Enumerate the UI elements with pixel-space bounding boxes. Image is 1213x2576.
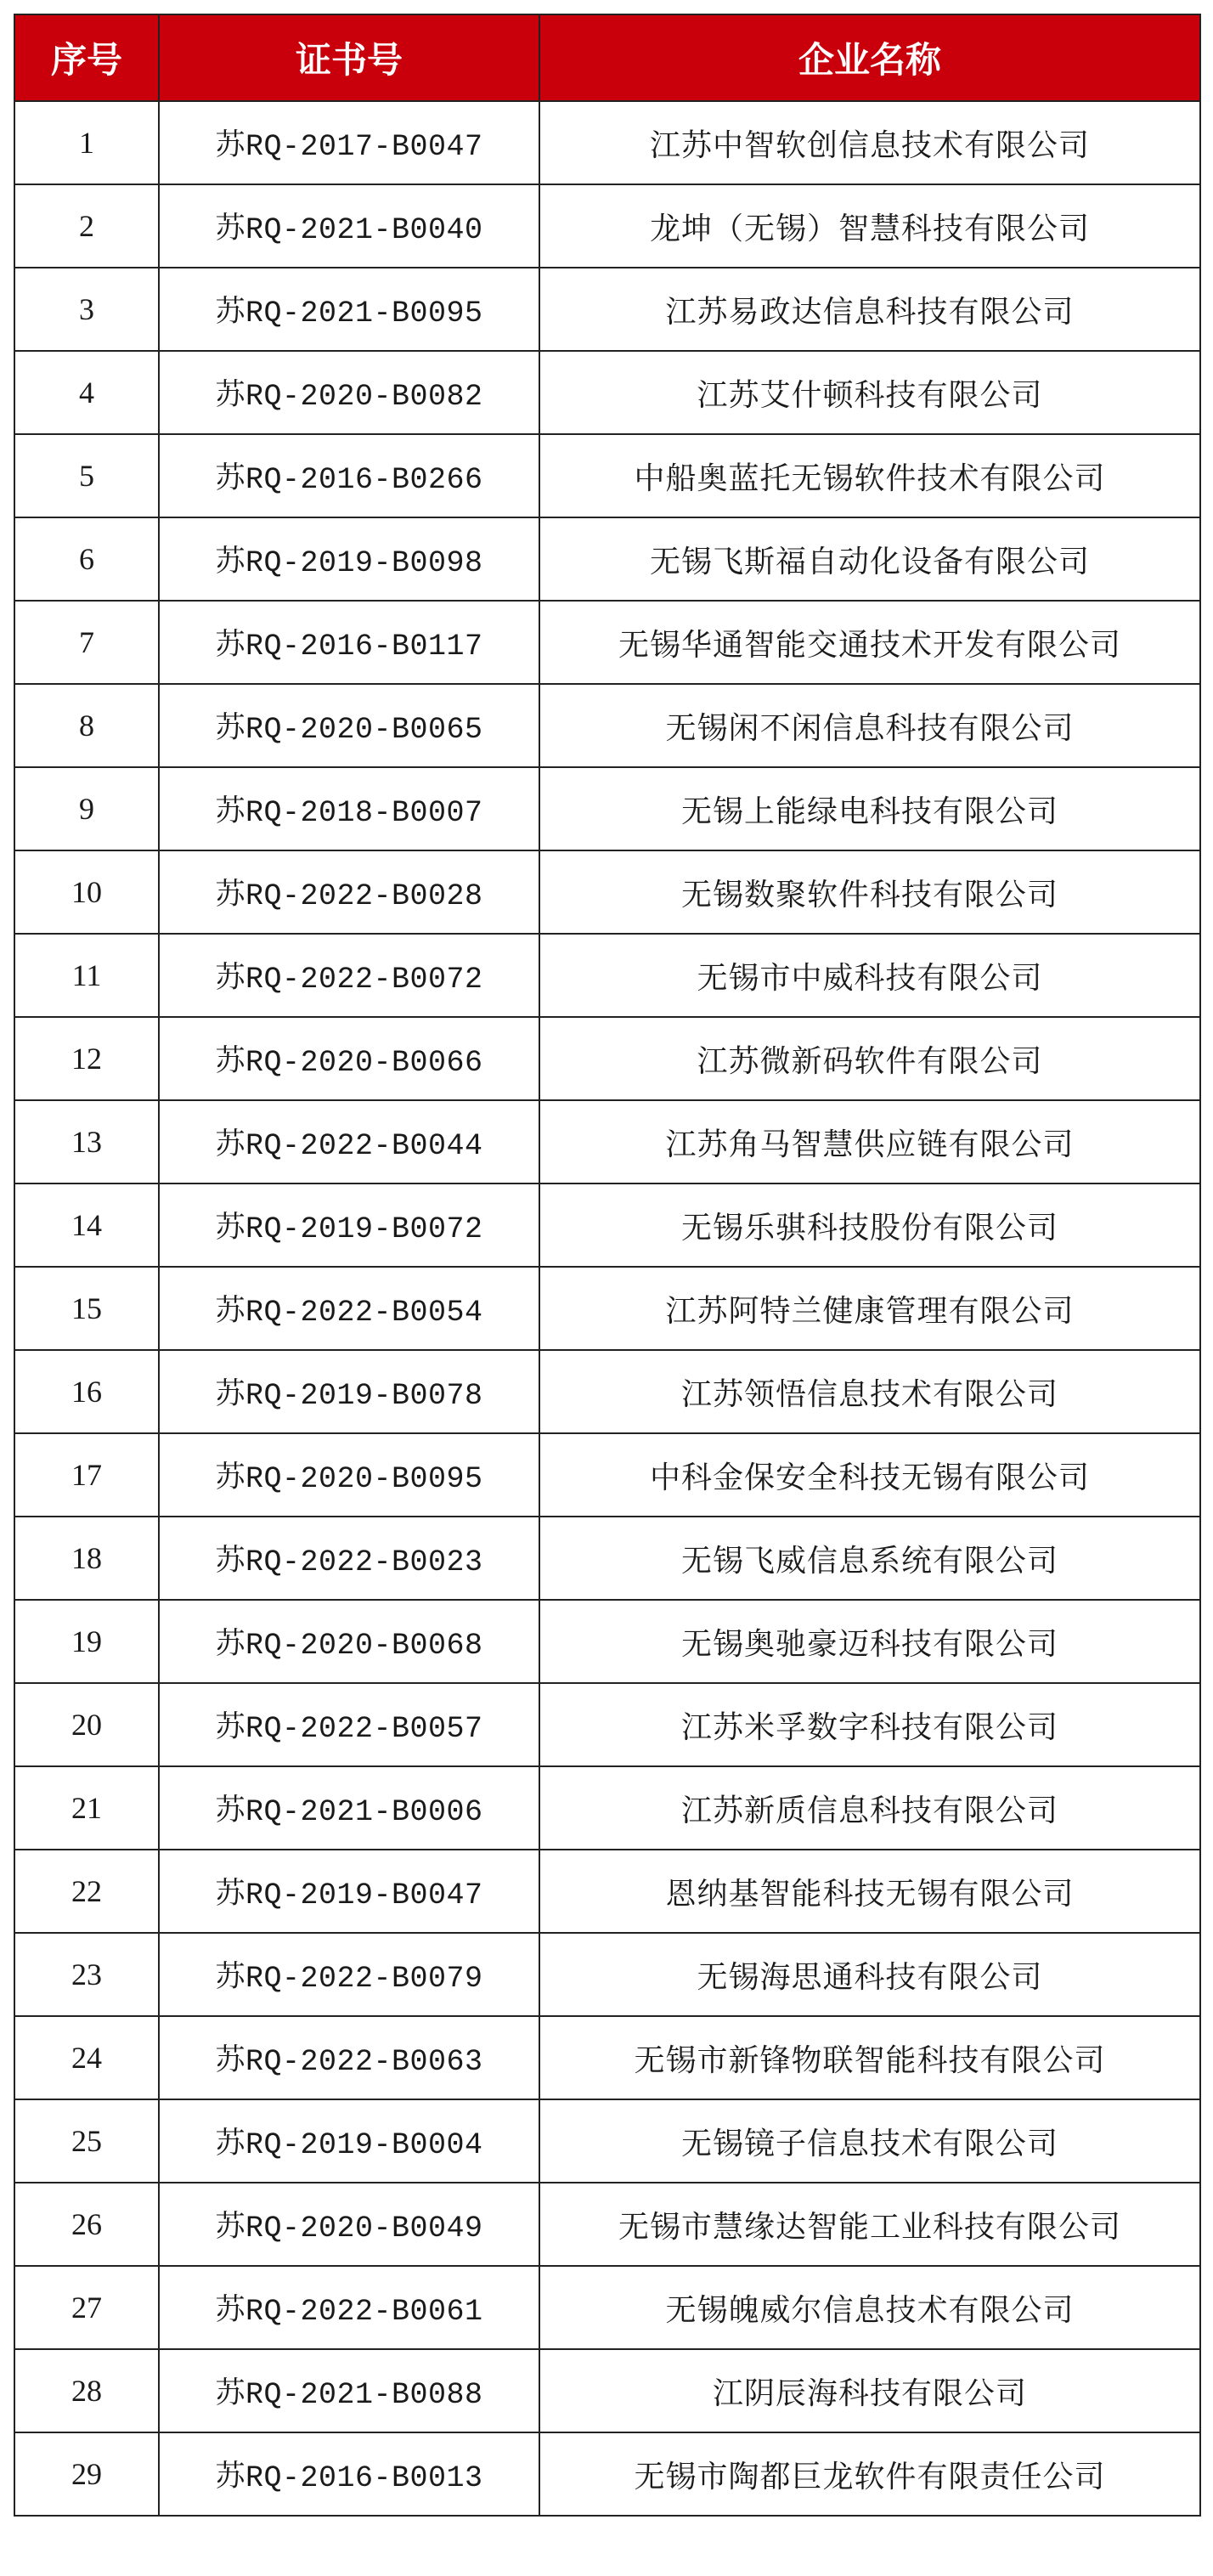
table-row	[14, 1183, 1200, 1267]
row-cert-number-cell: 苏RQ-2020-B0095	[159, 1433, 539, 1517]
table-row	[14, 351, 1200, 434]
table-row	[14, 1267, 1200, 1350]
row-seq-cell: 15	[14, 1267, 159, 1350]
row-seq-cell: 11	[14, 934, 159, 1017]
row-company-name-cell: 无锡海思通科技有限公司	[539, 1933, 1200, 2016]
row-cert-number-cell: 苏RQ-2019-B0072	[159, 1183, 539, 1267]
row-company-name-cell: 江苏阿特兰健康管理有限公司	[539, 1267, 1200, 1350]
table-header	[14, 14, 1200, 101]
table-row	[14, 1683, 1200, 1766]
table-row	[14, 1017, 1200, 1100]
table-row	[14, 2349, 1200, 2432]
row-company-name-cell: 江苏米孚数字科技有限公司	[539, 1683, 1200, 1766]
row-company-name-cell: 无锡闲不闲信息科技有限公司	[539, 684, 1200, 767]
row-cert-number-cell: 苏RQ-2022-B0072	[159, 934, 539, 1017]
table-row	[14, 184, 1200, 268]
row-cert-number-cell: 苏RQ-2021-B0040	[159, 184, 539, 268]
table-row	[14, 684, 1200, 767]
table-row	[14, 767, 1200, 850]
row-cert-number-cell: 苏RQ-2022-B0023	[159, 1517, 539, 1600]
table-row	[14, 1933, 1200, 2016]
table-row	[14, 850, 1200, 934]
table-row	[14, 601, 1200, 684]
row-company-name-cell: 江苏新质信息科技有限公司	[539, 1766, 1200, 1850]
row-seq-cell: 6	[14, 517, 159, 601]
row-company-name-cell: 江苏中智软创信息技术有限公司	[539, 101, 1200, 184]
row-company-name-cell: 江苏角马智慧供应链有限公司	[539, 1100, 1200, 1183]
row-cert-number-cell: 苏RQ-2020-B0065	[159, 684, 539, 767]
row-cert-number-cell: 苏RQ-2022-B0057	[159, 1683, 539, 1766]
row-company-name-cell: 无锡市中威科技有限公司	[539, 934, 1200, 1017]
row-seq-cell: 1	[14, 101, 159, 184]
row-company-name-cell: 无锡市新锋物联智能科技有限公司	[539, 2016, 1200, 2099]
row-seq-cell: 27	[14, 2266, 159, 2349]
table-row	[14, 2266, 1200, 2349]
row-company-name-cell: 无锡数聚软件科技有限公司	[539, 850, 1200, 934]
row-cert-number-cell: 苏RQ-2021-B0088	[159, 2349, 539, 2432]
row-company-name-cell: 无锡魄威尔信息技术有限公司	[539, 2266, 1200, 2349]
row-company-name-cell: 江苏领悟信息技术有限公司	[539, 1350, 1200, 1433]
row-seq-cell: 26	[14, 2183, 159, 2266]
row-cert-number-cell: 苏RQ-2022-B0044	[159, 1100, 539, 1183]
row-company-name-cell: 无锡奥驰豪迈科技有限公司	[539, 1600, 1200, 1683]
row-company-name-cell: 中船奥蓝托无锡软件技术有限公司	[539, 434, 1200, 517]
row-company-name-cell: 江苏易政达信息科技有限公司	[539, 268, 1200, 351]
row-seq-cell: 9	[14, 767, 159, 850]
row-cert-number-cell: 苏RQ-2022-B0061	[159, 2266, 539, 2349]
row-seq-cell: 4	[14, 351, 159, 434]
row-cert-number-cell: 苏RQ-2016-B0013	[159, 2432, 539, 2516]
table-row	[14, 2183, 1200, 2266]
header-row	[14, 14, 1200, 101]
certificate-table	[14, 14, 1201, 2517]
row-cert-number-cell: 苏RQ-2016-B0266	[159, 434, 539, 517]
table-row	[14, 2099, 1200, 2183]
row-cert-number-cell: 苏RQ-2020-B0068	[159, 1600, 539, 1683]
row-cert-number-cell: 苏RQ-2019-B0004	[159, 2099, 539, 2183]
row-cert-number-cell: 苏RQ-2019-B0047	[159, 1850, 539, 1933]
table-row	[14, 517, 1200, 601]
table-row	[14, 1517, 1200, 1600]
table-row	[14, 101, 1200, 184]
header-cert-number: 证书号	[159, 14, 539, 101]
row-cert-number-cell: 苏RQ-2022-B0054	[159, 1267, 539, 1350]
row-seq-cell: 28	[14, 2349, 159, 2432]
row-seq-cell: 20	[14, 1683, 159, 1766]
table-row	[14, 2016, 1200, 2099]
row-seq-cell: 7	[14, 601, 159, 684]
row-seq-cell: 17	[14, 1433, 159, 1517]
row-company-name-cell: 无锡飞威信息系统有限公司	[539, 1517, 1200, 1600]
row-seq-cell: 13	[14, 1100, 159, 1183]
table-body	[14, 101, 1200, 2516]
row-company-name-cell: 无锡市陶都巨龙软件有限责任公司	[539, 2432, 1200, 2516]
row-seq-cell: 18	[14, 1517, 159, 1600]
row-company-name-cell: 中科金保安全科技无锡有限公司	[539, 1433, 1200, 1517]
row-seq-cell: 19	[14, 1600, 159, 1683]
table-row	[14, 1433, 1200, 1517]
row-company-name-cell: 龙坤（无锡）智慧科技有限公司	[539, 184, 1200, 268]
row-seq-cell: 14	[14, 1183, 159, 1267]
table-row	[14, 1766, 1200, 1850]
row-seq-cell: 12	[14, 1017, 159, 1100]
row-company-name-cell: 无锡飞斯福自动化设备有限公司	[539, 517, 1200, 601]
row-cert-number-cell: 苏RQ-2020-B0082	[159, 351, 539, 434]
row-seq-cell: 5	[14, 434, 159, 517]
row-cert-number-cell: 苏RQ-2016-B0117	[159, 601, 539, 684]
row-company-name-cell: 无锡华通智能交通技术开发有限公司	[539, 601, 1200, 684]
row-company-name-cell: 江苏艾什顿科技有限公司	[539, 351, 1200, 434]
row-seq-cell: 24	[14, 2016, 159, 2099]
row-cert-number-cell: 苏RQ-2021-B0006	[159, 1766, 539, 1850]
row-company-name-cell: 恩纳基智能科技无锡有限公司	[539, 1850, 1200, 1933]
table-row	[14, 934, 1200, 1017]
row-company-name-cell: 无锡乐骐科技股份有限公司	[539, 1183, 1200, 1267]
row-cert-number-cell: 苏RQ-2022-B0063	[159, 2016, 539, 2099]
row-cert-number-cell: 苏RQ-2018-B0007	[159, 767, 539, 850]
table-row	[14, 1600, 1200, 1683]
row-cert-number-cell: 苏RQ-2017-B0047	[159, 101, 539, 184]
row-cert-number-cell: 苏RQ-2019-B0078	[159, 1350, 539, 1433]
row-seq-cell: 23	[14, 1933, 159, 2016]
table-row	[14, 2432, 1200, 2516]
row-seq-cell: 21	[14, 1766, 159, 1850]
row-seq-cell: 10	[14, 850, 159, 934]
row-company-name-cell: 江苏微新码软件有限公司	[539, 1017, 1200, 1100]
table-row	[14, 434, 1200, 517]
header-seq: 序号	[14, 14, 159, 101]
table-row	[14, 1350, 1200, 1433]
row-cert-number-cell: 苏RQ-2021-B0095	[159, 268, 539, 351]
row-seq-cell: 22	[14, 1850, 159, 1933]
row-cert-number-cell: 苏RQ-2022-B0028	[159, 850, 539, 934]
row-cert-number-cell: 苏RQ-2019-B0098	[159, 517, 539, 601]
row-seq-cell: 25	[14, 2099, 159, 2183]
table-row	[14, 1850, 1200, 1933]
row-company-name-cell: 无锡上能绿电科技有限公司	[539, 767, 1200, 850]
row-seq-cell: 29	[14, 2432, 159, 2516]
row-company-name-cell: 江阴辰海科技有限公司	[539, 2349, 1200, 2432]
row-cert-number-cell: 苏RQ-2020-B0066	[159, 1017, 539, 1100]
row-seq-cell: 3	[14, 268, 159, 351]
row-company-name-cell: 无锡市慧缘达智能工业科技有限公司	[539, 2183, 1200, 2266]
row-seq-cell: 2	[14, 184, 159, 268]
header-company-name: 企业名称	[539, 14, 1200, 101]
row-seq-cell: 8	[14, 684, 159, 767]
row-company-name-cell: 无锡镜子信息技术有限公司	[539, 2099, 1200, 2183]
table-row	[14, 268, 1200, 351]
row-cert-number-cell: 苏RQ-2022-B0079	[159, 1933, 539, 2016]
table-row	[14, 1100, 1200, 1183]
row-seq-cell: 16	[14, 1350, 159, 1433]
row-cert-number-cell: 苏RQ-2020-B0049	[159, 2183, 539, 2266]
certificate-list-sheet	[14, 14, 1199, 2517]
